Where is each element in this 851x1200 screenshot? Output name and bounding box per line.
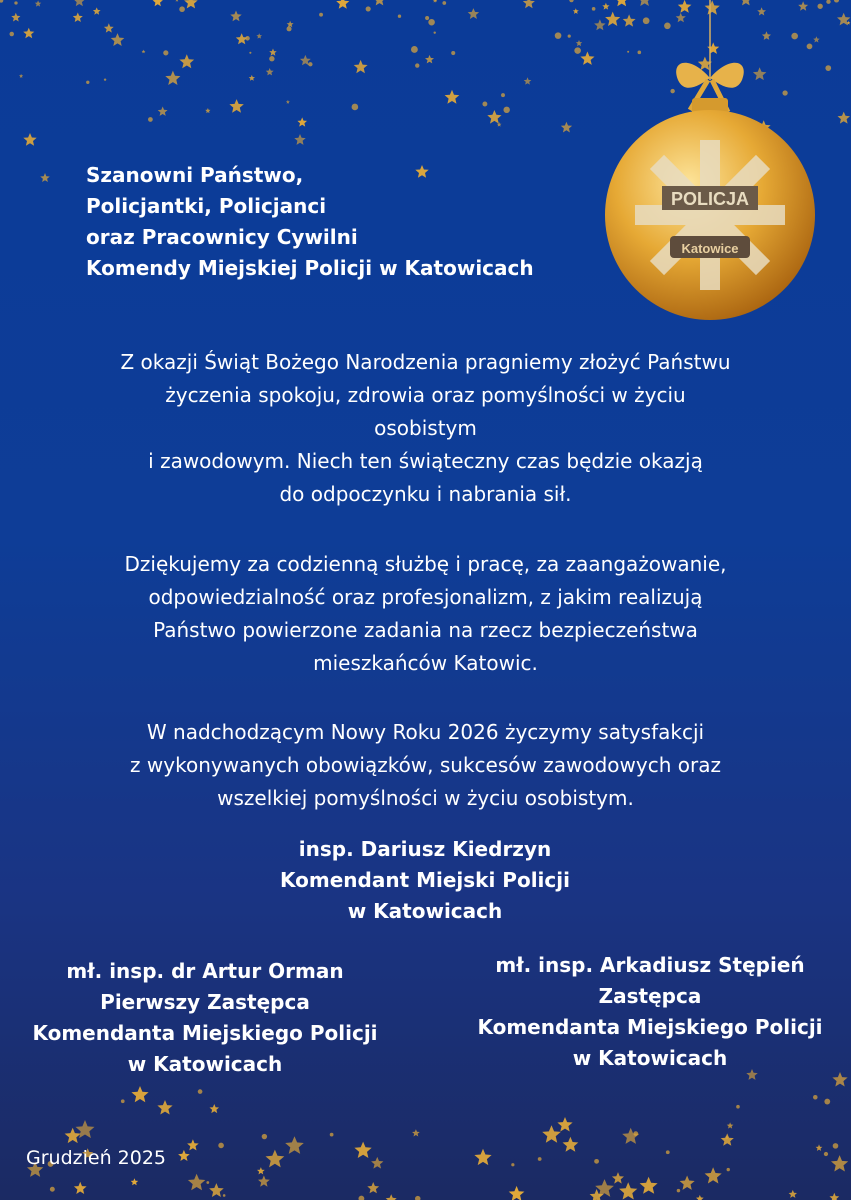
star-icon	[210, 1104, 220, 1113]
sparkle-dot	[442, 1, 446, 5]
star-icon	[40, 173, 50, 182]
sparkle-dot	[825, 65, 831, 71]
star-icon	[111, 33, 125, 46]
star-icon	[294, 134, 305, 145]
sparkle-dot	[218, 1143, 224, 1149]
star-icon	[727, 1122, 734, 1128]
star-icon	[468, 8, 479, 19]
star-icon	[165, 71, 180, 85]
text-line: Państwo powierzone zadania na rzecz bezpieczeństwa	[153, 618, 698, 642]
star-icon	[249, 75, 255, 81]
star-icon	[612, 1172, 624, 1184]
star-icon	[619, 1182, 637, 1199]
sparkle-dot	[0, 0, 3, 3]
sparkle-dot	[813, 1095, 818, 1100]
star-icon	[816, 1144, 823, 1151]
paragraph-new-year	[40, 716, 811, 815]
paragraph-wishes	[40, 346, 811, 511]
star-icon	[386, 1194, 397, 1200]
greeting-line: oraz Pracownicy Cywilni	[86, 225, 358, 249]
star-icon	[789, 1190, 797, 1198]
sparkle-dot	[568, 35, 571, 38]
star-icon	[93, 7, 101, 14]
signature-line: mł. insp. Arkadiusz Stępień	[495, 953, 805, 977]
star-icon	[19, 74, 23, 78]
star-icon	[74, 1182, 87, 1194]
sparkle-dot	[594, 1159, 599, 1164]
star-icon	[580, 52, 594, 65]
sparkle-dot	[834, 0, 839, 3]
star-icon	[131, 1178, 139, 1185]
sparkle-dot	[511, 1163, 514, 1166]
sparkle-dot	[366, 6, 371, 11]
sparkle-dot	[411, 46, 418, 53]
star-icon	[285, 1136, 304, 1154]
signature-line: Komendanta Miejskiego Policji	[477, 1015, 823, 1039]
sparkle-dot	[503, 107, 509, 113]
sparkle-dot	[50, 1187, 55, 1192]
star-icon	[680, 1176, 695, 1190]
sparkle-dot	[308, 62, 312, 66]
sparkle-dot	[287, 26, 292, 31]
star-icon	[187, 1139, 199, 1150]
star-icon	[266, 1150, 285, 1168]
sparkle-dot	[451, 51, 455, 55]
star-icon	[65, 1128, 81, 1143]
star-icon	[523, 0, 535, 8]
star-icon	[705, 1167, 722, 1183]
greeting-block	[86, 160, 534, 284]
star-icon	[74, 0, 85, 6]
star-icon	[721, 1133, 734, 1145]
sparkle-dot	[592, 7, 596, 11]
sparkle-dot	[428, 19, 435, 26]
star-icon	[286, 100, 290, 104]
star-icon	[354, 60, 368, 73]
sparkle-dot	[319, 13, 323, 17]
sparkle-dot	[249, 52, 251, 54]
star-icon	[696, 1195, 704, 1200]
signature-line: w Katowicach	[347, 899, 503, 923]
star-icon	[178, 1150, 190, 1161]
star-icon	[153, 0, 163, 6]
star-icon	[573, 8, 579, 14]
sparkle-dot	[725, 1136, 728, 1139]
star-icon	[287, 21, 294, 28]
sparkle-dot	[179, 6, 185, 12]
greeting-line: Policjantki, Policjanci	[86, 194, 327, 218]
signature-deputy	[445, 950, 851, 1074]
signature-first-deputy	[0, 956, 410, 1080]
star-icon	[445, 90, 460, 104]
star-icon	[35, 0, 42, 6]
star-icon	[524, 77, 532, 84]
signature-line: mł. insp. dr Artur Orman	[66, 959, 344, 983]
star-icon	[371, 1157, 383, 1169]
sparkle-dot	[352, 104, 359, 111]
sparkle-dot	[86, 81, 89, 84]
sparkle-dot	[223, 1194, 226, 1197]
star-icon	[175, 0, 179, 2]
star-icon	[542, 1125, 561, 1143]
star-icon	[563, 1137, 579, 1152]
star-icon	[11, 13, 20, 22]
sparkle-dot	[121, 1099, 125, 1103]
badge-title: POLICJA	[670, 189, 750, 209]
sparkle-dot	[666, 1150, 670, 1154]
star-icon	[509, 1186, 525, 1200]
signature-line: w Katowicach	[127, 1052, 283, 1076]
sparkle-dot	[163, 50, 168, 55]
star-icon	[367, 1182, 379, 1193]
signature-line: Komendanta Miejskiego Policji	[32, 1021, 378, 1045]
sparkle-dot	[245, 36, 250, 41]
text-line: osobistym	[374, 416, 477, 440]
star-icon	[157, 1100, 172, 1115]
star-icon	[487, 110, 501, 124]
sparkle-dot	[434, 31, 436, 33]
badge-city: Katowice	[681, 241, 739, 256]
sparkle-dot	[569, 0, 573, 2]
sparkle-dot	[425, 16, 429, 20]
sparkle-dot	[415, 1196, 420, 1200]
sparkle-dot	[262, 1134, 267, 1139]
paragraph-thanks	[40, 548, 811, 680]
star-icon	[257, 1167, 265, 1174]
star-icon	[838, 112, 851, 124]
star-icon	[258, 1175, 270, 1186]
text-line: Dziękujemy za codzienną służbę i pracę, za zaangażowanie,	[124, 552, 727, 576]
star-icon	[23, 133, 36, 146]
signature-commander	[175, 834, 675, 927]
star-icon	[73, 13, 83, 23]
sparkle-dot	[398, 15, 401, 18]
sparkle-dot	[824, 1152, 828, 1156]
star-icon	[184, 0, 198, 8]
text-line: do odpoczynku i nabrania sił.	[279, 482, 572, 506]
sparkle-dot	[736, 1105, 740, 1109]
sparkle-dot	[574, 47, 581, 54]
text-line: i zawodowym. Niech ten świąteczny czas będzie okazją	[148, 449, 703, 473]
signature-line: Zastępca	[598, 984, 702, 1008]
sparkle-dot	[538, 1157, 542, 1161]
star-icon	[832, 1072, 847, 1087]
star-icon	[336, 0, 349, 9]
text-line: wszelkiej pomyślności w życiu osobistym.	[217, 786, 634, 810]
star-icon	[131, 1086, 148, 1102]
star-icon	[266, 68, 274, 75]
sparkle-dot	[677, 1189, 680, 1192]
star-icon	[425, 55, 434, 64]
sparkle-dot	[148, 117, 153, 122]
star-icon	[830, 1193, 840, 1200]
sparkle-dot	[198, 1089, 203, 1094]
sparkle-dot	[104, 78, 106, 80]
text-line: Z okazji Świąt Bożego Narodzenia pragniemy złożyć Państwu	[120, 350, 731, 374]
sparkle-dot	[206, 1181, 209, 1184]
sparkle-dot	[269, 56, 274, 61]
sparkle-dot	[633, 1131, 638, 1136]
sparkle-dot	[415, 63, 419, 67]
star-icon	[354, 1142, 371, 1158]
text-line: W nadchodzącym Nowy Roku 2026 życzymy satysfakcji	[146, 720, 705, 744]
sparkle-dot	[358, 1196, 364, 1200]
sparkle-dot	[727, 1168, 730, 1171]
star-icon	[831, 1155, 848, 1171]
sparkle-dot	[482, 102, 487, 107]
star-icon	[158, 107, 168, 116]
star-icon	[205, 108, 210, 113]
star-icon	[179, 54, 194, 68]
star-icon	[142, 50, 146, 54]
signature-line: Komendant Miejski Policji	[280, 868, 570, 892]
sparkle-dot	[330, 1133, 334, 1137]
star-icon	[23, 28, 34, 39]
greeting-line: Szanowni Państwo,	[86, 163, 304, 187]
star-icon	[640, 1177, 658, 1194]
sparkle-dot	[826, 0, 830, 4]
christmas-ornament-police-badge	[600, 0, 820, 340]
star-icon	[104, 23, 114, 32]
text-line: mieszkańców Katowic.	[313, 651, 538, 675]
star-icon	[230, 11, 241, 22]
star-icon	[188, 1174, 206, 1191]
date-label: Grudzień 2025	[26, 1147, 167, 1169]
signature-line: insp. Dariusz Kiedrzyn	[298, 837, 552, 861]
sparkle-dot	[833, 1143, 839, 1149]
star-icon	[576, 40, 582, 46]
star-icon	[229, 99, 243, 113]
text-line: życzenia spokoju, zdrowia oraz pomyślności w życiu	[165, 383, 686, 407]
sparkle-dot	[14, 1, 17, 4]
text-line: z wykonywanych obowiązków, sukcesów zawodowych oraz	[130, 753, 721, 777]
star-icon	[474, 1149, 491, 1165]
star-icon	[297, 117, 307, 126]
star-icon	[412, 1129, 420, 1136]
star-icon	[622, 1128, 639, 1144]
star-icon	[209, 1183, 224, 1197]
text-line: odpowiedzialność oraz profesjonalizm, z jakim realizują	[148, 585, 703, 609]
star-icon	[557, 1117, 572, 1132]
signature-line: w Katowicach	[572, 1046, 728, 1070]
star-icon	[269, 49, 277, 56]
greeting-line: Komendy Miejskiej Policji w Katowicach	[86, 256, 534, 280]
sparkle-dot	[501, 93, 505, 97]
star-icon	[561, 122, 572, 133]
star-icon	[373, 0, 385, 5]
star-icon	[256, 33, 262, 38]
signature-line: Pierwszy Zastępca	[100, 990, 310, 1014]
sparkle-dot	[555, 32, 562, 39]
sparkle-dot	[9, 32, 13, 36]
sparkle-dot	[824, 1099, 830, 1105]
